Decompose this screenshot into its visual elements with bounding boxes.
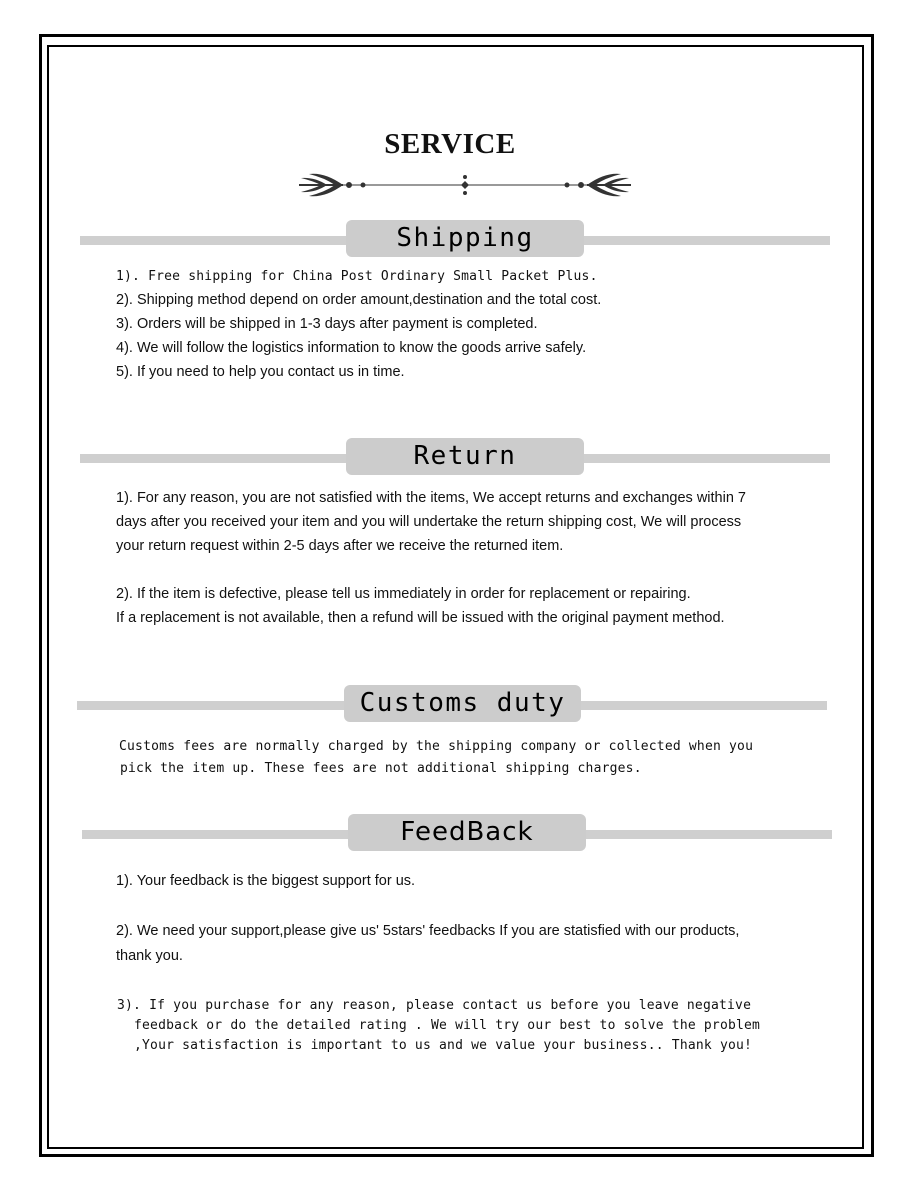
return-line-5: If a replacement is not available, then a refund will be issued with the original payment method. xyxy=(116,610,725,626)
feedback-line-3: thank you. xyxy=(116,948,183,964)
shipping-line-1: 1). Free shipping for China Post Ordinary Small Packet Plus. xyxy=(116,269,598,284)
return-line-2: days after you received your item and you will undertake the return shipping cost, We will process xyxy=(116,514,742,530)
feedback-line-6: ,Your satisfaction is important to us and we value your business.. Thank you! xyxy=(134,1038,753,1053)
feedback-line-5: feedback or do the detailed rating . We will try our best to solve the problem xyxy=(134,1018,761,1033)
feedback-line-2: 2). We need your support,please give us' 5stars' feedbacks If you are statisfied with our products, xyxy=(116,923,740,939)
feedback-line-1: 1). Your feedback is the biggest support for us. xyxy=(116,873,416,889)
shipping-heading: Shipping xyxy=(346,220,584,257)
feedback-line-4: 3). If you purchase for any reason, please contact us before you leave negative xyxy=(117,998,752,1013)
customs-line-2: pick the item up. These fees are not additional shipping charges. xyxy=(120,761,642,776)
customs-line-1: Customs fees are normally charged by the shipping company or collected when you xyxy=(119,739,754,754)
page-title: SERVICE xyxy=(384,128,516,160)
shipping-line-4: 4). We will follow the logistics information to know the goods arrive safely. xyxy=(116,340,587,356)
customs-heading: Customs duty xyxy=(344,685,581,722)
return-line-1: 1). For any reason, you are not satisfied with the items, We accept returns and exchanges within 7 xyxy=(116,490,746,506)
feedback-heading: FeedBack xyxy=(348,814,586,851)
floral-divider-icon xyxy=(295,168,635,202)
shipping-line-3: 3). Orders will be shipped in 1-3 days after payment is completed. xyxy=(116,316,538,332)
shipping-line-5: 5). If you need to help you contact us in time. xyxy=(116,364,405,380)
shipping-line-2: 2). Shipping method depend on order amount,destination and the total cost. xyxy=(116,292,602,308)
return-heading: Return xyxy=(346,438,584,475)
return-line-4: 2). If the item is defective, please tell us immediately in order for replacement or repairing. xyxy=(116,586,691,602)
return-line-3: your return request within 2-5 days after we receive the returned item. xyxy=(116,538,564,554)
